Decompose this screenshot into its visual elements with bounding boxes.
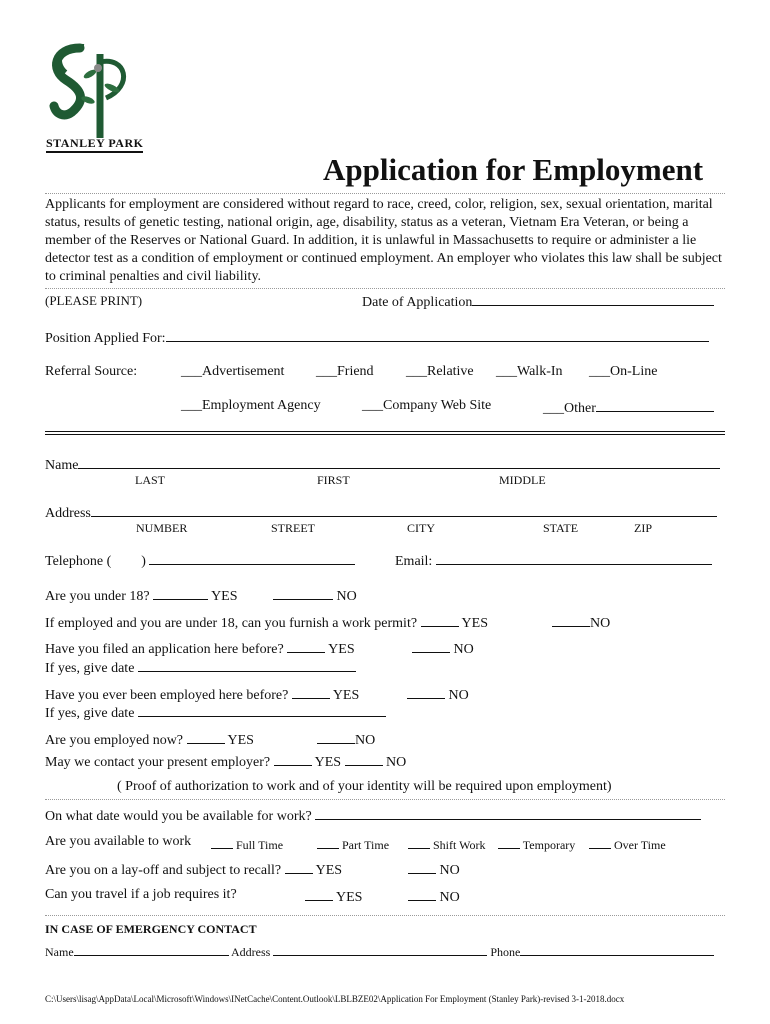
divider [45,288,725,289]
work-temp-label: Temporary [522,838,576,852]
work-shift-blank[interactable] [408,835,430,849]
under18-yes-blank[interactable] [153,586,208,600]
employed-now-yes: YES [227,733,254,748]
travel-no: NO [439,890,460,905]
work-temp-row [498,835,575,853]
divider [45,799,725,800]
filed-yes: YES [328,642,355,657]
available-to-question: Are you available to work [45,834,192,849]
employed-now-no: NO [355,733,376,748]
work-over-label: Over Time [614,838,666,852]
employed-before-yes: YES [332,688,360,703]
email-row [395,551,712,570]
filed-question: Have you filed an application here before? [45,642,284,657]
date-of-application-row [362,292,714,311]
work-over-row [589,835,666,853]
address-city-caption: CITY [407,521,435,535]
layoff-no: NO [439,863,460,878]
divider [45,193,725,194]
address-field[interactable] [91,503,717,517]
name-middle-caption: MIDDLE [499,473,546,487]
travel-yes: YES [335,890,363,905]
employed-before-yes-blank[interactable] [292,685,330,699]
emergency-row [45,944,714,960]
travel-no-row [408,887,460,906]
date-of-application-field[interactable] [472,292,714,306]
work-shift-label: Shift Work [433,838,486,852]
travel-yes-blank[interactable] [305,887,333,901]
filed-no: NO [453,642,474,657]
contact-no: NO [386,755,407,770]
work-full-row [211,835,283,853]
employed-before-no-row [407,685,469,704]
telephone-row [45,551,355,570]
name-first-caption: FIRST [317,473,350,487]
email-field[interactable] [436,551,712,565]
address-row [45,503,717,522]
position-applied-label: Position Applied For: [45,331,166,346]
address-state-caption: STATE [543,521,579,535]
please-print-label: (PLEASE PRINT) [45,293,143,308]
intro-paragraph: Applicants for employment are considered without regard to race, creed, color, religion, sex, sexual orientation, marital status, results of genetic testing, national origin, age, disability, status as a veteran, Vietnam Era Veteran, or being a member of the Reserves or National Guard. In addition, it is unlawful in Massachusetts to require or administer a lie detector test as a condition of employment or continued employment. An employer who violates this law shall be subject to criminal penalties and civil liability. [45,197,722,284]
employed-now-question: Are you employed now? [45,733,184,748]
employed-before-date-label: If yes, give date [45,706,135,721]
referral-walkin[interactable]: ___Walk-In [496,364,563,379]
employed-before-question: Have you ever been employed here before? [45,688,289,703]
emergency-name-label: Name [45,945,74,959]
referral-relative[interactable]: ___Relative [406,364,474,379]
employed-now-no-row [317,730,375,749]
emergency-address-label: Address [231,945,271,959]
divider [45,915,725,916]
employed-before-date-row [45,703,386,722]
permit-question: If employed and you are under 18, can you furnish a work permit? [45,616,418,631]
name-label: Name [45,458,79,473]
contact-yes-blank[interactable] [274,752,312,766]
work-part-blank[interactable] [317,835,339,849]
filed-row [45,639,355,658]
telephone-close: ) [141,554,146,569]
work-full-label: Full Time [236,838,284,852]
work-over-blank[interactable] [589,835,611,849]
filed-date-label: If yes, give date [45,661,135,676]
permit-row [45,613,488,632]
emergency-phone-field[interactable] [520,944,714,956]
logo-text: STANLEY PARK [46,136,143,153]
position-row [45,328,709,347]
date-of-application-label: Date of Application [362,295,473,310]
referral-website[interactable]: ___Company Web Site [362,398,492,413]
address-label: Address [45,506,91,521]
under18-no-blank[interactable] [273,586,333,600]
telephone-label: Telephone ( [45,554,112,569]
position-applied-field[interactable] [166,328,709,342]
travel-yes-row [305,887,362,906]
referral-other-field[interactable] [596,398,714,412]
contact-row [45,752,406,771]
emergency-name-field[interactable] [74,944,229,956]
proof-note: ( Proof of authorization to work and of your identity will be required upon employment) [117,779,612,794]
travel-no-blank[interactable] [408,887,436,901]
permit-no: NO [590,616,611,631]
address-street-caption: STREET [271,521,315,535]
stanley-park-logo [40,40,145,158]
email-label: Email: [395,554,433,569]
under18-yes: YES [211,589,238,604]
footer-file-path: C:\Users\lisag\AppData\Local\Microsoft\Windows\INetCache\Content.Outlook\LBLBZE02\Application For Employment (Stanley Park)-revised 3-1-2018.docx [45,994,625,1004]
employed-now-row [45,730,254,749]
employed-before-no-blank[interactable] [407,685,445,699]
name-last-caption: LAST [135,473,165,487]
referral-friend[interactable]: ___Friend [316,364,374,379]
permit-yes-blank[interactable] [421,613,459,627]
under18-no: NO [336,589,357,604]
available-date-question: On what date would you be available for work? [45,809,312,824]
work-part-label: Part Time [342,838,390,852]
work-part-row [317,835,389,853]
under18-no-row [273,586,357,605]
filed-yes-blank[interactable] [287,639,325,653]
employed-before-row [45,685,359,704]
layoff-question: Are you on a lay-off and subject to recall? [45,863,282,878]
under18-row [45,586,238,605]
employed-before-date-field[interactable] [138,703,386,717]
permit-no-row [552,613,610,632]
emergency-phone-label: Phone [490,945,521,959]
emergency-address-field[interactable] [273,944,487,956]
employed-now-no-blank[interactable] [317,730,355,744]
referral-online[interactable]: ___On-Line [589,364,658,379]
filed-date-row [45,658,356,677]
layoff-yes-blank[interactable] [285,860,313,874]
permit-no-blank[interactable] [552,613,590,627]
contact-yes: YES [314,755,342,770]
filed-no-row [412,639,474,658]
work-full-blank[interactable] [211,835,233,849]
referral-label: Referral Source: [45,364,138,379]
referral-other[interactable]: ___Other [543,401,596,416]
referral-advertisement[interactable]: ___Advertisement [181,364,285,379]
name-field[interactable] [78,455,720,469]
address-zip-caption: ZIP [634,521,652,535]
referral-agency[interactable]: ___Employment Agency [181,398,321,413]
layoff-yes: YES [315,863,343,878]
travel-question: Can you travel if a job requires it? [45,887,237,902]
name-row [45,455,720,474]
telephone-field[interactable] [149,551,355,565]
section-separator [45,434,725,435]
work-shift-row [408,835,485,853]
address-number-caption: NUMBER [136,521,188,535]
layoff-no-blank[interactable] [408,860,436,874]
layoff-no-row [408,860,460,879]
employed-now-yes-blank[interactable] [187,730,225,744]
employed-before-no: NO [448,688,469,703]
page-title: Application for Employment [323,152,704,187]
under18-question: Are you under 18? [45,589,150,604]
permit-yes: YES [461,616,488,631]
referral-other-row [543,398,714,417]
emergency-heading: IN CASE OF EMERGENCY CONTACT [45,922,257,936]
contact-no-blank[interactable] [345,752,383,766]
filed-date-field[interactable] [138,658,356,672]
filed-no-blank[interactable] [412,639,450,653]
work-temp-blank[interactable] [498,835,520,849]
available-date-row [45,806,701,825]
contact-question: May we contact your present employer? [45,755,271,770]
available-date-field[interactable] [315,806,701,820]
layoff-row [45,860,342,879]
section-separator [45,431,725,432]
